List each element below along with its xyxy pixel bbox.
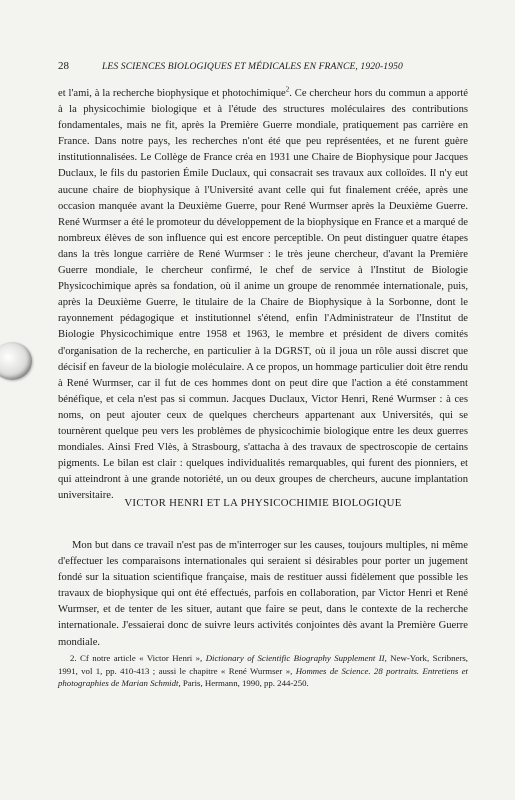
section-heading: VICTOR HENRI ET LA PHYSICOCHIMIE BIOLOGIQUE <box>124 497 402 509</box>
main-text-block <box>58 86 468 504</box>
footnote-text <box>58 652 468 690</box>
footnote-part-3: New-York, Scribners, 1991, vol 1, pp. 410-413 ; aussi le chapitre « René Wurmser », <box>58 653 469 676</box>
footnote-part-5: Paris, Hermann, 1990, pp. 244-250. <box>180 678 309 689</box>
paragraph-2: Mon but dans ce travail n'est pas de m'interroger sur les causes, toujours multiples, ni même d'effectuer les comparaisons internationales qui seraient si désirables pour porter un jugement fondé sur la situation scientifique française, mais de restituer aussi fidèlement que possible les travaux de biophysique qui ont été effectués, parfois en collaboration, par Victor Henri et René Wurmser, et de tenter de les situer, autant que faire se peut, dans le contexte de la recherche internationale. J'essaierai donc de suivre leurs activités conjointes dès avant la Première Guerre mondiale. <box>58 540 468 648</box>
footnote <box>58 652 468 690</box>
footnote-reference: 2 <box>285 85 290 94</box>
punch-hole <box>0 342 32 380</box>
paragraph-1-start: et l'ami, à la recherche biophysique et photochimique <box>58 88 286 99</box>
page-number: 28 <box>58 60 69 72</box>
paragraph-1 <box>58 86 468 504</box>
running-title: LES SCIENCES BIOLOGIQUES ET MÉDICALES EN FRANCE, 1920-1950 <box>102 61 403 72</box>
footnote-title-1: Dictionary of Scientific Biography Supplement II, <box>205 653 387 663</box>
footnote-part-1: 2. Cf notre article « Victor Henri », <box>70 653 206 663</box>
paragraph-1-rest: . Ce chercheur hors du commun a apporté à la physicochimie biologique et à l'étude des structures moléculaires des contributions fondamentales, mais ne fit, après la Première Guerre mondiale, pratiquement pas carrière en France. Dans notre pays, les recherches n'ont été que peu représentées, et ne furent guère institutionnalisées. Le Collège de France créa en 1931 une Chaire de Biophysique pour Jacques Duclaux, le fils du pastorien Émile Duclaux, qui consacrait ses travaux aux colloïdes. Il n'y eut aucune chaire de biophysique à l'Université avant celle qui fut finalement créée, après une occasion manquée avant la Deuxième Guerre, pour René Wurmser après la Deuxième Guerre. René Wurmser a été le promoteur du développement de la biophysique en France et a marqué de nombreux élèves de son influence qui est encore perceptible. On peut distinguer quatre étapes dans la très longue carrière de René Wurmser : le très jeune chercheur, d'avant la Première Guerre mondiale, le chercheur confirmé, le chef de service à l'Institut de Biologie Physicochimique après sa fondation, où il anime un groupe de renommée internationale, puis, après la Deuxième Guerre, le titulaire de la Chaire de Biophysique à la Sorbonne, dont le rayonnement pédagogique et institutionnel s'étend, enfin l'Administrateur de l'Institut de Biologie Physicochimique entre 1958 et 1963, le membre et président de divers comités d'organisation de la recherche, en particulier à la DGRST, où il joua un rôle aussi discret que décisif en faveur de la biologie moléculaire. A ce propos, un hommage particulier doit être rendu à René Wurmser, car il fut de ces hommes dont on peut dire que l'action a été constamment bénéfique, et cela n'est pas si commun. Jacques Duclaux, Victor Henri, René Wurmser : à ces noms, on peut ajouter ceux de quelques chercheurs appartenant aux Universités, qui se tournèrent quelque peu vers les problèmes de physicochimie biologique entre les deux guerres mondiales. Ainsi Fred Vlès, à Strasbourg, s'attacha à des travaux de spectroscopie de certains pigments. Le bilan est clair : quelques individualités remarquables, qui furent des pionniers, et qui atteindront à une grande notoriété, un ou deux groupes de chercheurs, aucune implantation universitaire. <box>58 88 468 502</box>
footnote-title-2: Hommes de Science. 28 portraits. Entretiens et photographies de Marian Schmidt, <box>58 665 468 689</box>
second-text-block <box>58 538 468 651</box>
